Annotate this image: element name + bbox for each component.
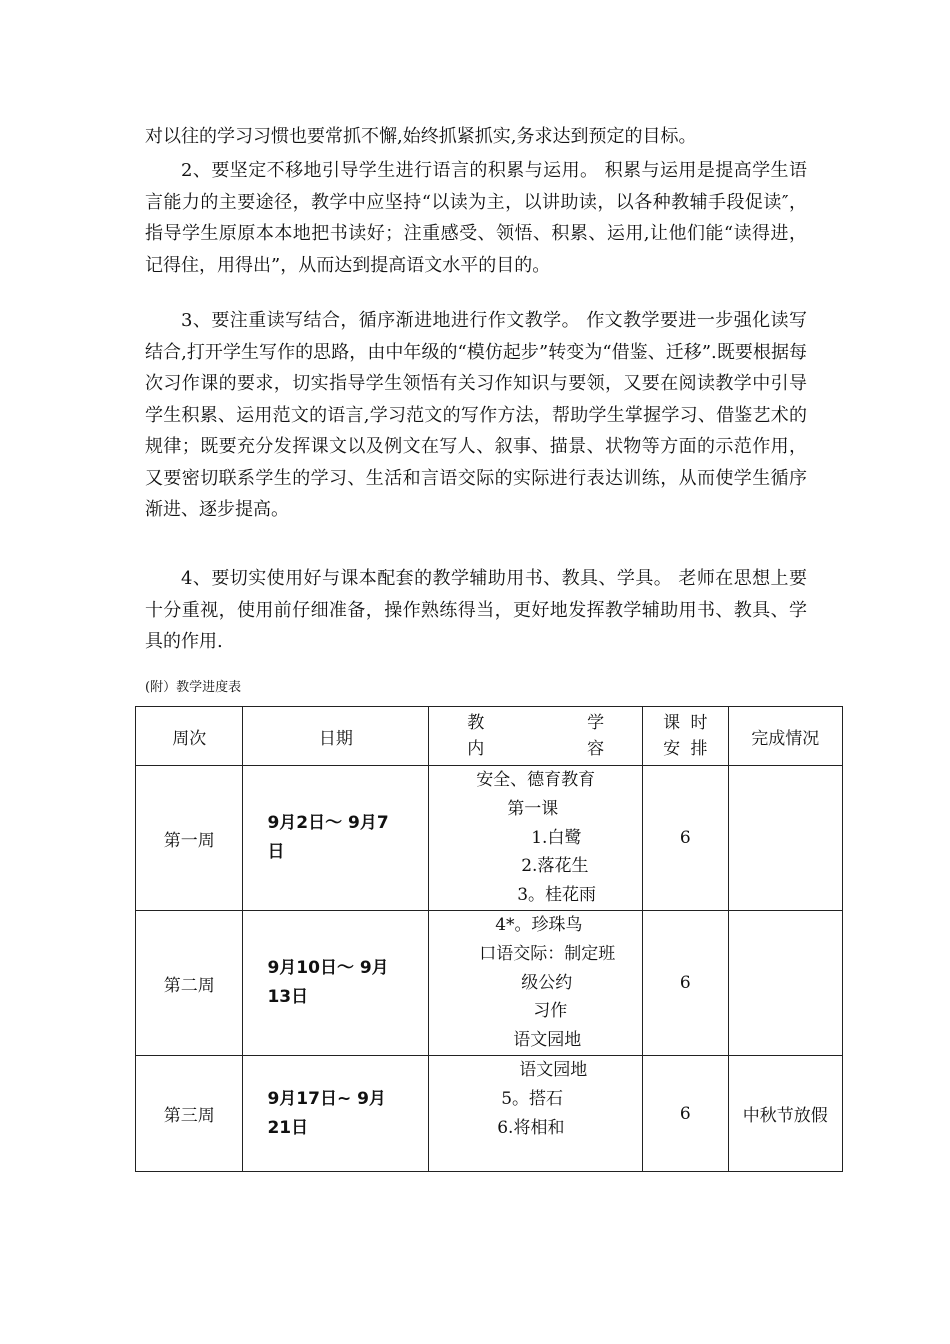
table-row bbox=[136, 1056, 843, 1172]
header-content-char: 内 bbox=[467, 739, 485, 759]
table-caption: (附）教学进度表 bbox=[145, 680, 242, 695]
header-hours bbox=[643, 707, 728, 766]
content-line: 4*。珍珠鸟 bbox=[495, 915, 583, 935]
cell-date bbox=[243, 766, 429, 911]
date-text: 9月2日～ 9月7日 bbox=[267, 813, 389, 862]
header-content-char: 教 bbox=[467, 713, 485, 733]
paragraph-3: 4、要切实使用好与课本配套的教学辅助用书、教具、学具。 老师在思想上要十分重视，使用前仔细准备，操作熟练得当，更好地发挥教学辅助用书、教具、学具的作用. bbox=[145, 568, 807, 652]
cell-hours: 6 bbox=[643, 1056, 728, 1172]
content-line: 安全、德育教育 bbox=[476, 770, 596, 790]
header-hours-char: 时 bbox=[690, 713, 708, 733]
content-line: 5。搭石 bbox=[501, 1088, 564, 1109]
date-text: 9月10日～ 9月13日 bbox=[267, 958, 389, 1007]
cell-date bbox=[243, 1056, 429, 1172]
table-row bbox=[136, 911, 843, 1056]
content-line: 2.落花生 bbox=[521, 856, 589, 877]
table-header-row bbox=[136, 707, 843, 766]
paragraph-1: 2、要坚定不移地引导学生进行语言的积累与运用。 积累与运用是提高学生语言能力的主要途径，教学中应坚持“以读为主，以讲助读，以各种教辅手段促读″，指导学生原原本本地把书读好；注重感受、领悟、积累、运用,让他们能“读得进，记得住，用得出”，从而达到提高语文水平的目的。 bbox=[145, 160, 807, 276]
cell-status: 中秋节放假 bbox=[728, 1056, 843, 1172]
cell-hours: 6 bbox=[643, 766, 728, 911]
paragraph-0: 对以往的学习习惯也要常抓不懈,始终抓紧抓实,务求达到预定的目标。 bbox=[145, 126, 697, 147]
cell-week: 第三周 bbox=[136, 1056, 243, 1172]
header-hours-char: 课 bbox=[663, 713, 681, 733]
cell-content bbox=[429, 1056, 643, 1172]
content-line: 3。桂花雨 bbox=[517, 885, 597, 906]
header-hours-char: 安 bbox=[663, 739, 681, 759]
header-week: 周次 bbox=[136, 707, 243, 766]
paragraph-2: 3、要注重读写结合，循序渐进地进行作文教学。 作文教学要进一步强化读写结合,打开学生写作的思路，由中年级的“模仿起步”转变为“借鉴、迁移”.既要根据每次习作课的要求，切实指导学生领悟有关习作知识与要领，又要在阅读教学中引导学生积累、运用范文的语言,学习范文的写作方法，帮助学生掌握学习、借鉴艺术的规律；既要充分发挥课文以及例文在写人、叙事、描景、状物等方面的示范作用，又要密切联系学生的学习、生活和言语交际的实际进行表达训练，从而使学生循序渐进、逐步提高。 bbox=[145, 310, 807, 520]
cell-content bbox=[429, 766, 643, 911]
schedule-table bbox=[135, 706, 843, 1172]
content-line: 级公约 bbox=[521, 972, 573, 993]
header-date: 日期 bbox=[243, 707, 429, 766]
header-hours-char: 排 bbox=[690, 739, 708, 759]
header-status: 完成情况 bbox=[728, 707, 843, 766]
content-line: 语文园地 bbox=[519, 1060, 588, 1080]
cell-content bbox=[429, 911, 643, 1056]
header-content-char: 学 bbox=[587, 713, 605, 733]
content-line: 6.将相和 bbox=[497, 1117, 565, 1138]
date-text: 9月17日~ 9月21日 bbox=[267, 1088, 386, 1138]
cell-week: 第二周 bbox=[136, 911, 243, 1056]
content-line: 习作 bbox=[533, 1001, 568, 1022]
cell-hours: 6 bbox=[643, 911, 728, 1056]
cell-week: 第一周 bbox=[136, 766, 243, 911]
content-line: 第一课 bbox=[507, 798, 559, 819]
header-content-char: 容 bbox=[587, 739, 605, 759]
content-line: 1.白鹭 bbox=[531, 827, 582, 848]
content-line: 语文园地 bbox=[513, 1030, 582, 1051]
content-line: 口语交际：制定班 bbox=[479, 943, 616, 964]
cell-status bbox=[728, 766, 843, 911]
cell-status bbox=[728, 911, 843, 1056]
cell-date bbox=[243, 911, 429, 1056]
table-row bbox=[136, 766, 843, 911]
header-content bbox=[429, 707, 643, 766]
